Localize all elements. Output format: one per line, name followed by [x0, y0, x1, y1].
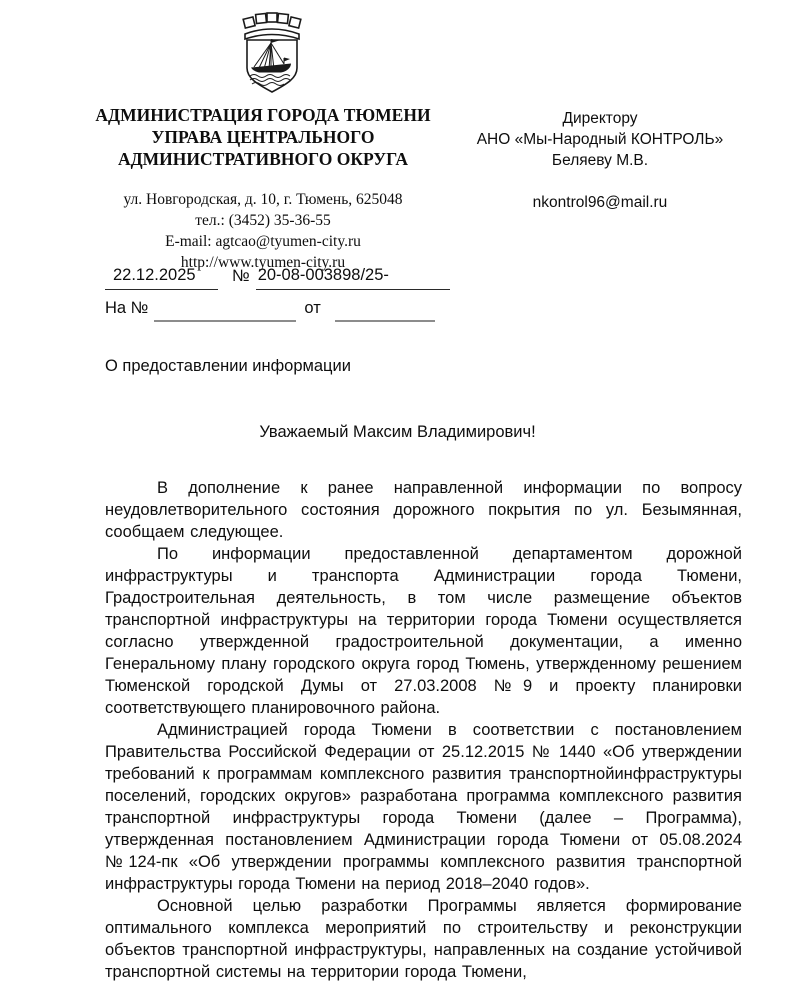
- body-paragraph: Основной целью разработки Программы является формирование оптимального комплекса мероприятий по строительству и реконструкции объектов транспортной инфраструктуры, направленных на создание устойчивой транспортной системы на территории города Тюмени,: [105, 897, 742, 981]
- letter-number: 20-08-003898/25-: [256, 266, 450, 290]
- body-paragraph: В дополнение к ранее направленной информации по вопросу неудовлетворительного состояния дорожного покрытия по ул. Безымянная, сообщаем следующее.: [105, 479, 742, 541]
- number-sign-label: №: [232, 267, 250, 285]
- org-name-line: АДМИНИСТРАЦИЯ ГОРОДА ТЮМЕНИ: [95, 105, 431, 125]
- recipient-title: Директору: [562, 110, 638, 127]
- org-name-line: УПРАВА ЦЕНТРАЛЬНОГО: [151, 127, 375, 147]
- reference-block: [105, 266, 675, 322]
- reply-number-blank-line: [154, 316, 296, 322]
- reply-from-label: от: [304, 299, 321, 317]
- reference-row-outgoing: [105, 266, 675, 290]
- letter-date: 22.12.2025: [105, 266, 218, 290]
- subject-line: О предоставлении информации: [105, 357, 351, 375]
- org-phone: тел.: (3452) 35-36-55: [195, 212, 331, 229]
- org-name-line: АДМИНИСТРАТИВНОГО ОКРУГА: [117, 149, 409, 169]
- letterhead-contact: [85, 189, 441, 273]
- recipient-name: Беляеву М.В.: [551, 152, 649, 169]
- recipient-block: [438, 108, 762, 213]
- letterhead-org: [85, 104, 441, 170]
- body-paragraph: Администрацией города Тюмени в соответствии с постановлением Правительства Российской Федерации от 25.12.2015 № 1440 «Об утверждении требований к программам комплексного развития транспортнойинфраструктуры поселений, городских округов» разработана программа комплексного развития транспортной инфраструктуры города Тюмени (далее – Программа), утвержденная постановлением Администрации города Тюмени от 05.08.2024 №124-пк «Об утверждении программы комплексного развития транспортной инфраструктуры города Тюмени на период 2018–2040 годов».: [105, 721, 742, 893]
- reply-to-label: На №: [105, 299, 149, 317]
- salutation: Уважаемый Максим Владимирович!: [259, 423, 536, 441]
- tyumen-coat-of-arms-icon: [237, 12, 307, 97]
- org-address: ул. Новгородская, д. 10, г. Тюмень, 625048: [123, 191, 403, 208]
- org-website: http://www.tyumen-city.ru: [180, 254, 346, 271]
- reference-row-incoming: [105, 299, 675, 322]
- reply-date-blank-line: [335, 316, 435, 322]
- letter-body: [105, 477, 742, 983]
- body-paragraph: По информации предоставленной департаментом дорожной инфраструктуры и транспорта Администрации города Тюмени, Градостроительная деятельность, в том числе размещение объектов транспортной инфраструктуры на территории города Тюмени осуществляется согласно утвержденной градостроительной документации, а именно Генеральному плану городского округа город Тюмень, утвержденному решением Тюменской городской Думы от 27.03.2008 №9 и проекту планировки соответствующего планировочного района.: [105, 545, 742, 717]
- org-email: E-mail: agtcao@tyumen-city.ru: [165, 233, 361, 250]
- recipient-org: АНО «Мы-Народный КОНТРОЛЬ»: [476, 131, 724, 148]
- recipient-email: nkontrol96@mail.ru: [532, 194, 668, 211]
